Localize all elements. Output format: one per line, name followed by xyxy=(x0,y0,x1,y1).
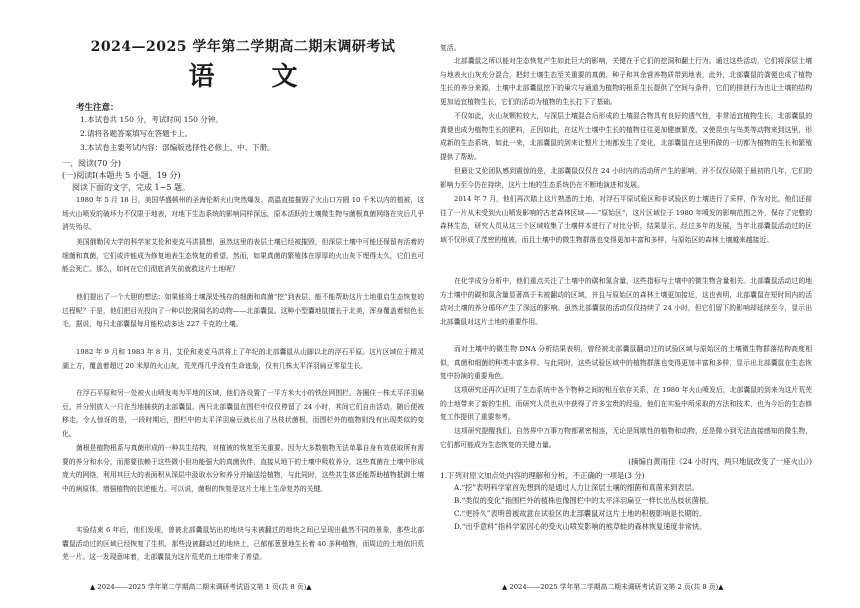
page-2-column xyxy=(440,0,812,608)
article-paragraph: 1980 年 5 月 18 日，美国华盛顿州的圣海伦斯火山突然爆发。高温直接摧毁了火山口方圆 10 千米以内的植被，这场火山喷发的破坏力不仅限于地表，对地下生态系统的影响同样深远，原本活跃的土壤微生物与菌根真菌网络在灾后几乎消失殆尽。 xyxy=(62,196,424,232)
question-1-stem: 1.下列对原文加点处内容的理解和分析，不正确的一项是(3 分) xyxy=(440,471,645,480)
article-paragraph: 2014 年 7 月，他们再次踏上这片熟悉的土地，对浮石平原试验区和非试验区的土壤进行了采样，作为对比，他们还前往了一片从未受到火山喷发影响的古老森林区域——“原始区”，这片区域位于 1980 年喷发的影响范围之外，保存了完整的森林生态，研究人员从这三个区域收集了土壤样本进行了对比分析，结果显示，经过多年的发展，当年北部囊鼠活动过的区域不仅形成了茂密的植被，而且土壤中的微生物群落也变得更加丰富和多样，与原始区的森林土壤越来越接近。 xyxy=(440,195,812,244)
article-paragraph: 他们提出了一个大胆的想法：如果能将土壤深处残存的细菌和真菌“挖”到表层，能不能帮助这片土地重启生态恢复的过程呢？于是，他们把目光投向了一种以挖洞闻名的动物——北部囊鼠。这种小型囊地鼠擅长于北美，浑身覆盖着棕色长毛，据说，每只北部囊鼠每月能松动多达 227 千克的土壤。 xyxy=(62,293,424,329)
article-paragraph: 1982 年 9 月和 1983 年 8 月，艾伦和麦克马洪将上了年纪的北部囊鼠从山脚以北的浮石平原。这片区域位于精灵湖上方，覆盖着超过 20 米厚的火山灰，荒芜得几乎没有生命迹象，仅有几株太平洋羽扁豆零星生长。 xyxy=(62,348,424,370)
article-paragraph: 这项研究还再次证明了生态系统中各个物种之间的相互依存关系，在 1980 年火山喷发后，北部囊鼠的到来为这片荒芜的土地带来了新的生机，而研究人员也从中获得了许多宝贵的经验，他们在实验中所采取的方法和技术，也为今后的生态修复工作提供了重要参考。 xyxy=(440,386,812,422)
section-heading-reading-1: (一)阅读Ⅰ(本题共 5 小题，19 分) xyxy=(62,171,181,180)
notice-heading: 考生注意： xyxy=(76,103,119,113)
article-paragraph: 北部囊鼠之所以能对生态恢复产生如此巨大的影响，关键在于它们的挖洞和翻土行为。通过这些活动，它们将深层土壤与地表火山灰充分混合，把封土壤生态至关重要的真菌、种子和其余营养物质带到地表，此外，北部囊鼠的粪便也成了植物生长的养分来源，土壤中北部囊鼠挖下的巢穴与通道为植物的根系生长提供了空间与条件，它们的排泄行为也让土壤的结构更加适宜植物生长，它们的活动为植物的生长打下了基础。 xyxy=(440,57,812,106)
article-paragraph: 但最让艾伦团队感到震惊的是，北部囊鼠仅仅在 24 小时内的活动所产生的影响，并不仅仅局限于最初的几年，它们的影响力至今仍在持续，这片土地的生态系统仍在不断地演进和发展。 xyxy=(440,167,812,189)
article-paragraph: 在化学成分分析中，他们重点关注了土壤中的碳和氮含量，这些指标与土壤中的微生物含量相关。北部囊鼠活动过的地方土壤中的碳和氮含量显著高于未被翻动的区域，并且与原始区的森林土壤更加接近，这也表明，北部囊鼠在短时间内的活动对土壤的养分循环产生了深远的影响。虽然北部囊鼠的活动仅仅持续了 24 小时，但它们留下的影响却延续至今，显示出北部囊鼠对这片土地的重要作用。 xyxy=(440,277,812,326)
section-heading-reading: 一、阅读(70 分) xyxy=(62,159,121,168)
article-paragraph: 菌根是植物根系与真菌形成的一种共生结构，对植被的恢复至关重要。因为大多数植物无法单靠自身有效获取所有需要的养分和水分，而需要依赖于这些微小但功能强大的真菌伙伴，直接从地下的土壤中吸收养分，这些真菌在土壤中形成庞大的网络，利用其巨大的表面积从深层中汲取水分和养分并输送给植物，与此同时，这些共生体还能帮助植物抵御土壤中的病原体，增强植物的抗逆能力。可以说，菌根的恢复是这片土地上生命复苏的关键。 xyxy=(62,444,424,493)
question-1-option-b: B.“类似的变化”指围栏外的植株也像围栏中的太平洋羽扁豆一样长出丛枝状菌根。 xyxy=(454,496,714,505)
question-1-option-d: D.“出乎意料”指科学家因心的受火山喷发影响的熊草蛙的森林恢复速度非常快。 xyxy=(454,522,707,531)
article-paragraph: 在浮石平原和另一处被火山喷发夷为平地的区域，他们各设置了一平方米大小的铁丝网围栏，各圈住一株太平洋羽扁豆，并分别放入一只在当地捕获的北部囊鼠。两只北部囊鼠在围栏中仅仅停留了 24 小时，其间它们自由活动，随后便被移走，令人惊讶的是，一段时期后，围栏中的太平洋羽扁豆就长出了丛枝状菌根，而围栏外的植物则没有出现类似的变化。 xyxy=(62,389,424,438)
page-footer-right: ▲ 2024——2025 学年第二学期高二期末调研考试语文第 2 页(共 8 页)▲ xyxy=(502,583,724,591)
exam-title: 2024—2025 学年第二学期高二期末调研考试 xyxy=(90,39,396,55)
page-1-column xyxy=(62,0,424,608)
notice-item: 3.本试卷主要考试内容：部编版选择性必修上、中、下册。 xyxy=(80,143,275,152)
notice-list xyxy=(80,113,275,155)
article-paragraph: 实验结束 6 年后，他们发现，曾被北部囊鼠钻出的地块与未被翻过的地块之间已呈现出截然不同的景象，那些北部囊鼠活动过的区域已经恢复了生机，那些没被翻动过的地块上，已郁郁葱葱地生长着 40 多种植物，而周边的土地依旧荒芜一片。这一发现意味着，北部囊鼠为这片荒芜的土地带来了希望。 xyxy=(62,526,424,562)
continued-fragment: 复活。 xyxy=(440,44,461,52)
question-1-option-a: A.“挖”表明科学家首先想到的是通过人力让深层土壤的细菌和真菌来到表层。 xyxy=(454,483,699,492)
reading-instruction: 阅读下面的文字，完成 1~5 题。 xyxy=(72,183,190,192)
notice-item: 1.本试卷共 150 分，考试时间 150 分钟。 xyxy=(80,115,223,124)
page-footer-left: ▲ 2024——2025 学年第二学期高二期末调研考试语文第 1 页(共 8 页)▲ xyxy=(90,583,312,591)
subject-title: 语 文 xyxy=(188,62,322,92)
article-paragraph: 美国俄勒冈大学的科学家艾伦和麦克马洪猜想，虽然这里的表层土壤已经被摧毁，但深层土壤中可能还保留有活着的细菌和真菌，它们或许能成为修复地表生态恢复的希望。然而，如果真菌的繁殖体在厚厚的火山灰下埋得太久，它们也可能会死亡。那么，如何在它们彻底消失前就救这片土地呢？ xyxy=(62,238,424,274)
article-paragraph: 不仅如此，火山灰颗粒较大，与深层土壤混合后形成的土壤混合物具有良好的透气性，非常适宜植物生长，北部囊鼠的粪便也成为植物生长的肥料，正因如此，在这片土壤中生长的植物往往更加健康繁茂，又使昆虫与鸟类等动物来到这里，形成新的生态系统，如此一来，北部囊鼠的到来让整片土地都发生了变化，北部囊鼠在这里所做的一切都为植物的生长和繁殖提供了帮助。 xyxy=(440,112,812,161)
question-1-option-c: C.“更持久”表明曾被故意在试验区的北部囊鼠对这片土地的积极影响是长期的。 xyxy=(454,509,707,518)
article-paragraph: 这项研究提醒我们，自然界中万事万物都紧密相连，无论是间歇性的植物和动物，还是微小到无法直接感知的微生物，它们都可能成为生态恢复的关键力量。 xyxy=(440,427,812,449)
notice-item: 2.请将各题答案填写在答题卡上。 xyxy=(80,129,193,138)
article-source: (摘编自黄雨佳《24 小时内，两只地鼠改变了一座火山》) xyxy=(628,457,812,466)
article-paragraph: 而对土壤中的微生物 DNA 分析结果表明，曾经被北部囊鼠翻动过的试验区域与原始区的土壤微生物群落结构高度相似，真菌和细菌的种类丰富多样。与此同时，这些试验区域中的植物群落也变得更加丰富和多样，显示出北部囊鼠在生态恢复中扮演的重要角色。 xyxy=(440,345,812,381)
